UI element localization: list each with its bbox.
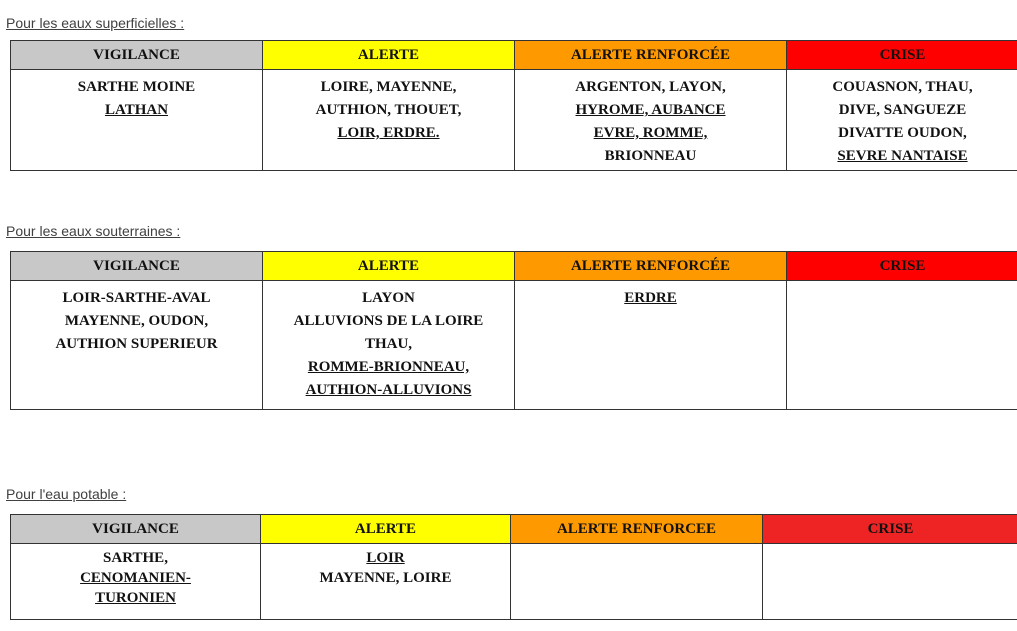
watercourse-name: COUASNON, THAU, (832, 79, 973, 95)
aquifer-name: LAYON (362, 290, 415, 306)
header-alerte: ALERTE (263, 41, 515, 70)
watercourse-name: EVRE, ROMME, (593, 125, 708, 141)
header-alerte-renforcee: ALERTE RENFORCÉE (515, 252, 787, 281)
watercourse-name: SARTHE MOINE (77, 79, 196, 95)
cell-crise (787, 70, 1017, 171)
cell-alerte (261, 544, 511, 620)
aquifer-name: MAYENNE, OUDON, (64, 313, 209, 329)
aquifer-name: ROMME-BRIONNEAU, (307, 359, 470, 375)
cell-alerte (263, 281, 515, 410)
resource-name: MAYENNE, LOIRE (319, 570, 452, 586)
aquifer-name: LOIR-SARTHE-AVAL (62, 290, 211, 306)
header-alerte: ALERTE (261, 515, 511, 544)
header-crise: CRISE (787, 252, 1017, 281)
table-eaux-souterraines (10, 251, 1017, 410)
aquifer-name: AUTHION SUPERIEUR (55, 336, 218, 352)
header-alerte-renforcee: ALERTE RENFORCEE (511, 515, 763, 544)
section-title-souterraines: Pour les eaux souterraines : (6, 223, 181, 239)
cell-vigilance (11, 544, 261, 620)
aquifer-name: ERDRE (624, 290, 677, 306)
watercourse-name: LOIRE, MAYENNE, (320, 79, 457, 95)
aquifer-name: THAU, (364, 336, 413, 352)
header-alerte: ALERTE (263, 252, 515, 281)
content-row (11, 281, 1017, 410)
header-alerte-renforcee: ALERTE RENFORCÉE (515, 41, 787, 70)
cell-vigilance (11, 70, 263, 171)
watercourse-name: HYROME, AUBANCE (575, 102, 726, 118)
resource-name: CENOMANIEN- (80, 570, 191, 586)
watercourse-name: AUTHION, THOUET, (315, 102, 462, 118)
table-eaux-superficielles (10, 40, 1017, 171)
cell-alerte-renforcee (515, 70, 787, 171)
header-crise: CRISE (787, 41, 1017, 70)
resource-name: SARTHE, (103, 550, 168, 566)
cell-crise (763, 544, 1017, 620)
header-vigilance: VIGILANCE (11, 41, 263, 70)
watercourse-name: SEVRE NANTAISE (837, 148, 968, 164)
watercourse-name: LOIR, ERDRE. (337, 125, 440, 141)
cell-vigilance (11, 281, 263, 410)
watercourse-name: LATHAN (104, 102, 169, 118)
content-row (11, 544, 1017, 620)
resource-name: TURONIEN (95, 590, 176, 606)
cell-alerte-renforcee (515, 281, 787, 410)
watercourse-name: DIVE, SANGUEZE (838, 102, 967, 118)
aquifer-name: ALLUVIONS DE LA LOIRE (293, 313, 484, 329)
cell-alerte-renforcee (511, 544, 763, 620)
header-crise: CRISE (763, 515, 1017, 544)
header-row (11, 41, 1017, 70)
resource-name: LOIR (366, 550, 405, 566)
header-vigilance: VIGILANCE (11, 252, 263, 281)
cell-alerte (263, 70, 515, 171)
content-row (11, 70, 1017, 171)
section-title-potable: Pour l'eau potable : (6, 486, 127, 502)
header-row (11, 515, 1017, 544)
header-vigilance: VIGILANCE (11, 515, 261, 544)
header-row (11, 252, 1017, 281)
table-eau-potable (10, 514, 1017, 620)
cell-crise (787, 281, 1017, 410)
aquifer-name: AUTHION-ALLUVIONS (305, 382, 472, 398)
watercourse-name: BRIONNEAU (604, 148, 697, 164)
watercourse-name: ARGENTON, LAYON, (575, 79, 726, 95)
section-title-superficielles: Pour les eaux superficielles : (6, 15, 185, 31)
watercourse-name: DIVATTE OUDON, (838, 125, 967, 141)
